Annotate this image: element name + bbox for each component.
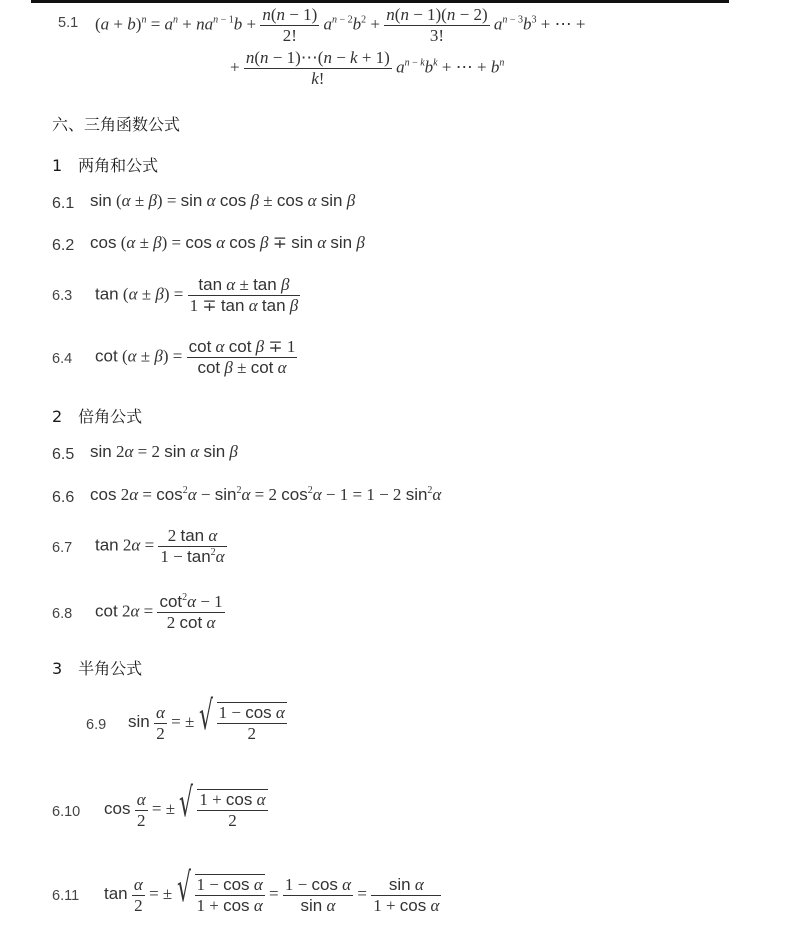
- subsection-title-2: 2 倍角公式: [52, 407, 143, 426]
- formula-6-2: cos (α ± β) = cos α cos β ∓ sin α sin β: [90, 233, 365, 252]
- formula-number-5-1: 5.1: [58, 15, 79, 31]
- formula-6-3: tan (α ± β) = $\frac{\text{tan α ± tan β}}{\text{1 ∓ tan α tan β}}$: [95, 275, 299, 315]
- formula-number-6-9: 6.9: [86, 717, 107, 733]
- formula-number-6-3: 6.3: [52, 288, 73, 304]
- formula-number-6-4: 6.4: [52, 351, 73, 367]
- section-title: 六、三角函数公式: [52, 115, 181, 134]
- formula-6-9: sin $\frac{\alpha}{2}$ = ± √ $\frac{\text{1 − cos α}}{2}$: [128, 693, 285, 743]
- formula-6-1: sin (α ± β) = sin α cos β ± cos α sin β: [90, 191, 356, 210]
- formula-number-6-10: 6.10: [52, 804, 81, 820]
- formula-6-6: $\cos 2\alpha = \cos^2\alpha - \sin^2\alpha = 2$ $\cos^2\alpha - 1 = 1 - 2$ $\sin^2\alpha$: [90, 485, 442, 504]
- subsection-title-1: 1 两角和公式: [52, 156, 159, 175]
- formula-6-7: tan 2α = $\frac{\text{2 tan α}}{1 - \tan^2\alpha}$: [95, 526, 225, 566]
- formula-6-11: tan $\frac{\alpha}{2}$ = ± √ $\frac{\text{1 − cos α}}{\text{1 + cos α}}$ = $\frac{\text{1 − cos α}}{\text{sin α}}$ = $\frac{\text{sin α}}{\text{1 + cos α}}$: [104, 865, 440, 915]
- formula-number-6-7: 6.7: [52, 540, 73, 556]
- formula-6-5: sin 2α = 2 sin α sin β: [90, 442, 238, 461]
- formula-5-1-line2: + $\frac{n(n - 1)\cdots(n - k + 1)}{k!}$ $a^{n - k}b^k$ + ⋯ + $b^n$: [230, 48, 505, 88]
- subsection-title-3: 3 半角公式: [52, 659, 143, 678]
- formula-number-6-5: 6.5: [52, 446, 75, 463]
- top-rule: [31, 0, 729, 3]
- formula-6-8: cot 2α = $\frac{\cot^2\alpha - 1}{\text{2 cot α}}$: [95, 592, 223, 632]
- formula-number-6-8: 6.8: [52, 606, 73, 622]
- formula-number-6-6: 6.6: [52, 489, 75, 506]
- formula-6-10: cos $\frac{\alpha}{2}$ = ± √ $\frac{\text{1 + cos α}}{2}$: [104, 780, 266, 830]
- formula-number-6-1: 6.1: [52, 195, 75, 212]
- formula-6-4: cot (α ± β) = $\frac{\text{cot α cot β ∓ 1}}{\text{cot β ± cot α}}$: [95, 337, 296, 377]
- formula-5-1-line1: $(a + b)^n = a^n + na^{n - 1}b$ + $\frac{n(n - 1)}{2!}$ $a^{n - 2}b^2$ + $\frac{n(n - 1)(n - 2)}{3!}$ $a^{n - 3}b^3$ + ⋯ +: [95, 5, 586, 45]
- formula-number-6-2: 6.2: [52, 237, 75, 254]
- formula-number-6-11: 6.11: [52, 888, 80, 904]
